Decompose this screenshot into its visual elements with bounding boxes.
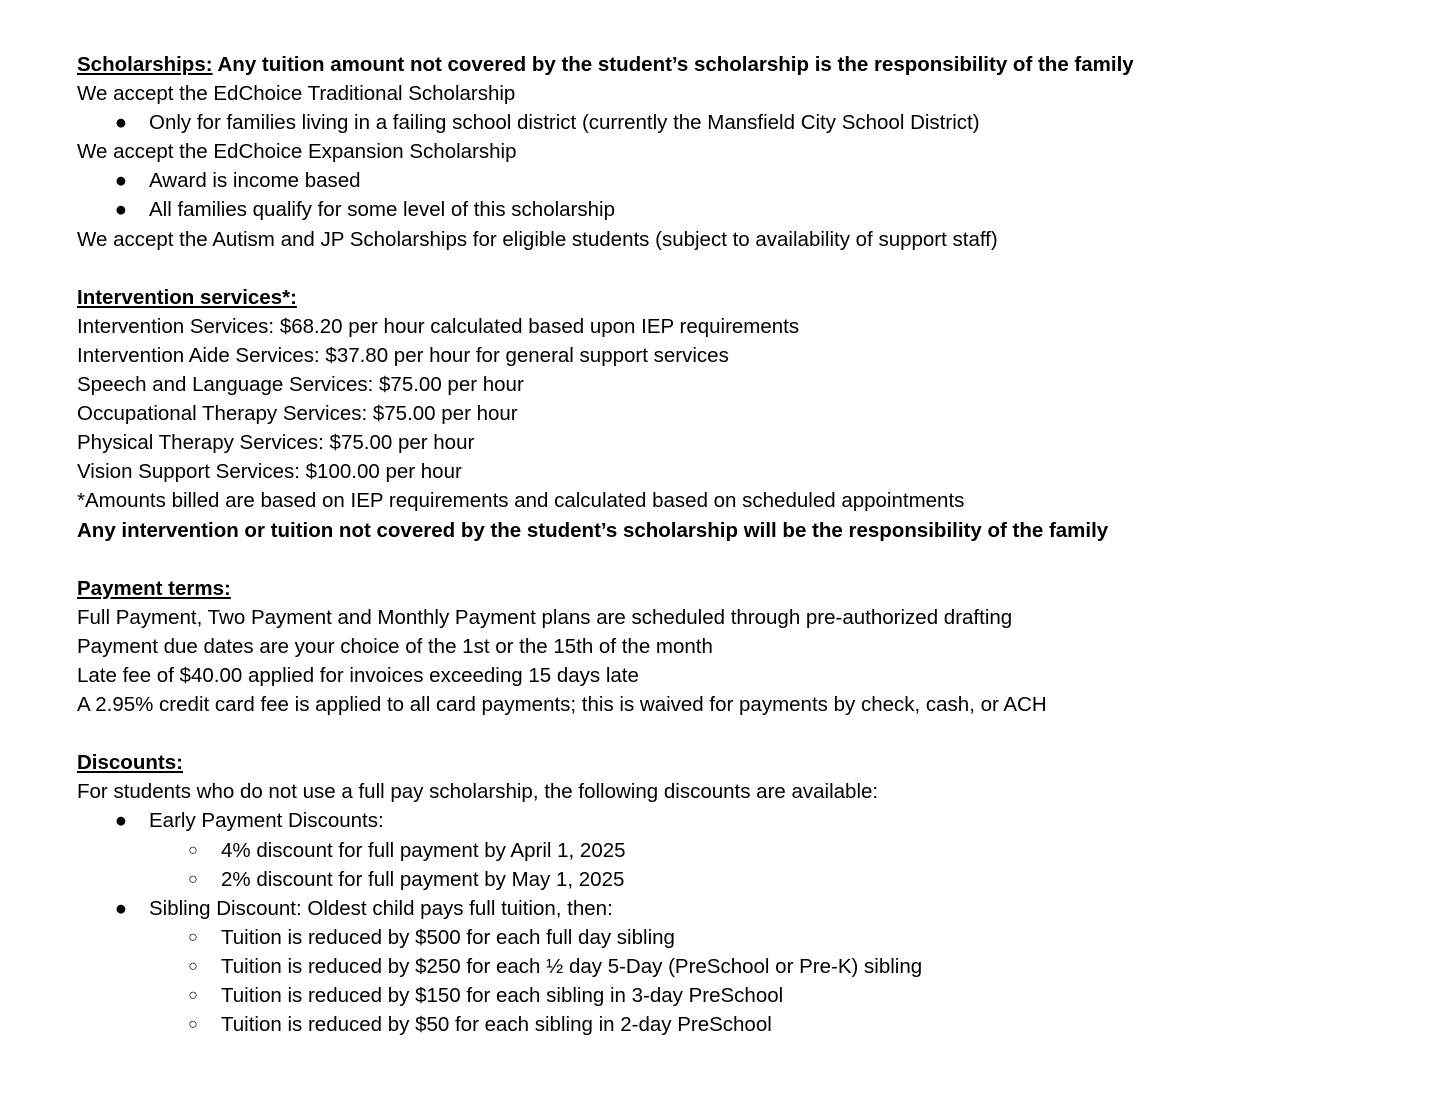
scholarships-heading-note: Any tuition amount not covered by the student’s scholarship is the responsibility of the family [212,53,1134,76]
payment-terms-heading: Payment terms: [77,576,231,600]
sibling-discount-label: Sibling Discount: Oldest child pays full tuition, then: [149,896,613,920]
sub-list-item-text: Tuition is reduced by $50 for each sibling in 2-day PreSchool [221,1013,772,1037]
bullet-icon: ● [114,809,128,833]
list-item [77,108,1417,137]
list-item [77,166,1417,195]
sub-list-item [77,836,1417,865]
sub-list-item [77,923,1417,952]
early-payment-label: Early Payment Discounts: [149,809,384,833]
sub-list-item [77,981,1417,1010]
intervention-footnote: *Amounts billed are based on IEP requirements and calculated based on scheduled appointments [77,489,965,513]
bullet-icon: ● [114,896,128,920]
hollow-bullet-icon: ○ [188,870,198,888]
bullet-icon: ● [114,198,128,222]
intervention-heading: Intervention services*: [77,285,297,309]
intervention-line: Speech and Language Services: $75.00 per hour [77,373,524,397]
discounts-intro: For students who do not use a full pay scholarship, the following discounts are available: [77,780,879,804]
spacer [77,719,1417,748]
list-item [77,195,1417,224]
sub-list-item [77,1010,1417,1039]
intervention-line: Intervention Aide Services: $37.80 per hour for general support services [77,343,729,367]
autism-jp-line: We accept the Autism and JP Scholarships for eligible students (subject to availability of support staff) [77,227,998,251]
list-item [77,806,1417,835]
hollow-bullet-icon: ○ [188,1016,198,1034]
payment-line: Payment due dates are your choice of the 1st or the 15th of the month [77,634,713,658]
intervention-line: Intervention Services: $68.20 per hour calculated based upon IEP requirements [77,314,800,338]
list-item-text: All families qualify for some level of this scholarship [149,198,615,222]
payment-line: Late fee of $40.00 applied for invoices exceeding 15 days late [77,663,639,687]
intervention-line: Occupational Therapy Services: $75.00 per hour [77,402,518,426]
intervention-line: Physical Therapy Services: $75.00 per hour [77,431,475,455]
edchoice-expansion-line: We accept the EdChoice Expansion Scholarship [77,140,517,164]
sub-list-item-text: 4% discount for full payment by April 1, 2025 [221,838,626,862]
edchoice-traditional-line: We accept the EdChoice Traditional Scholarship [77,82,516,106]
sub-list-item-text: 2% discount for full payment by May 1, 2025 [221,867,625,891]
sub-list-item-text: Tuition is reduced by $500 for each full day sibling [221,925,675,949]
spacer [77,254,1417,283]
payment-line: Full Payment, Two Payment and Monthly Payment plans are scheduled through pre-authorized drafting [77,605,1013,629]
hollow-bullet-icon: ○ [188,957,198,975]
sub-list-item-text: Tuition is reduced by $250 for each ½ day 5-Day (PreSchool or Pre-K) sibling [221,954,923,978]
sub-list-item [77,865,1417,894]
scholarships-heading-line [77,50,1417,79]
list-item-text: Only for families living in a failing school district (currently the Mansfield City School District) [149,111,980,135]
intervention-line: Vision Support Services: $100.00 per hour [77,460,462,484]
hollow-bullet-icon: ○ [188,841,198,859]
bullet-icon: ● [114,169,128,193]
bullet-icon: ● [114,111,128,135]
discounts-heading: Discounts: [77,751,183,775]
intervention-responsibility-note: Any intervention or tuition not covered by the student’s scholarship will be the responsibility of the family [77,518,1109,542]
list-item [77,894,1417,923]
sub-list-item [77,952,1417,981]
sub-list-item-text: Tuition is reduced by $150 for each sibling in 3-day PreSchool [221,984,784,1007]
list-item-text: Award is income based [149,169,361,193]
hollow-bullet-icon: ○ [188,987,198,1004]
document-page [77,50,1417,1039]
hollow-bullet-icon: ○ [188,928,198,946]
payment-line: A 2.95% credit card fee is applied to all card payments; this is waived for payments by check, cash, or ACH [77,693,1047,717]
spacer [77,545,1417,574]
scholarships-heading: Scholarships: [77,53,213,76]
